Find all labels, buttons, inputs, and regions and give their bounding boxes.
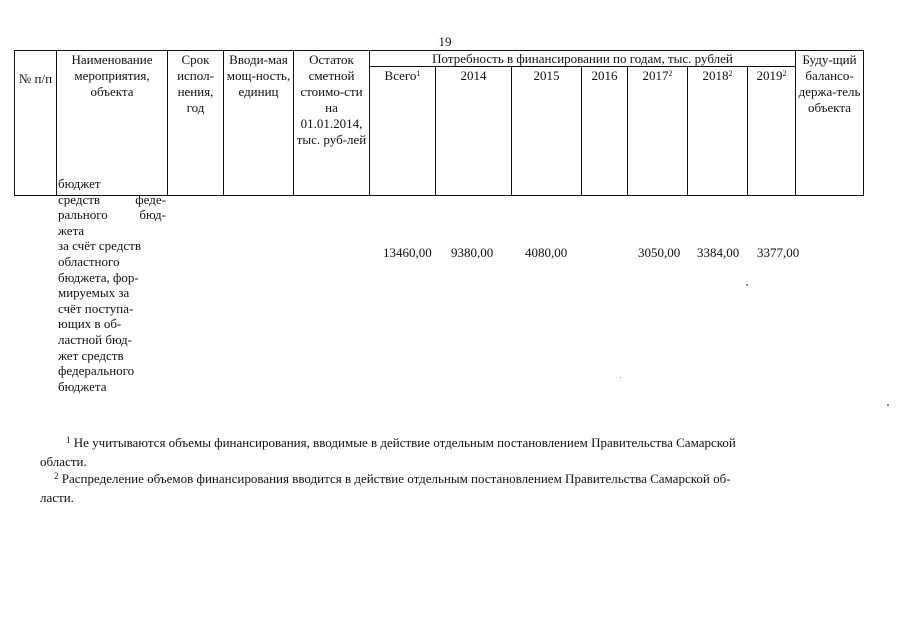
header-financing-group: Потребность в финансировании по годам, тыс. рублей <box>370 51 796 67</box>
header-holder: Буду-щий балансо-держа-тель объекта <box>796 51 864 196</box>
page-number: 19 <box>438 34 452 49</box>
scan-speck <box>746 284 748 286</box>
value-2018: 3384,00 <box>697 245 740 260</box>
footnote-ref-2: 2 <box>668 69 673 78</box>
description-line: областного <box>58 253 120 269</box>
description-line: рального бюд- <box>58 207 166 223</box>
description-line: жета <box>58 222 85 238</box>
description-line: бюджет <box>58 176 101 191</box>
description-line: за счёт средств <box>58 238 141 254</box>
header-number: № п/п <box>15 51 57 196</box>
value-2019: 3377,00 <box>757 245 800 260</box>
header-name: Наименование мероприятия, объекта <box>57 51 168 196</box>
scan-speck <box>620 377 621 378</box>
value-2014: 9380,00 <box>451 245 494 260</box>
value-total: 13460,00 <box>383 245 432 260</box>
footnote-2: $^2$ Распределение объемов финансирования вводится в действие отдельным постановлением Правительства Самарской об- ласти. <box>40 471 731 505</box>
description-line: федерального <box>58 363 135 379</box>
value-2017: 3050,00 <box>638 245 681 260</box>
footnote-ref-2: 2 <box>782 69 787 78</box>
description-line: жет средств <box>58 347 124 363</box>
value-2015: 4080,00 <box>525 245 568 260</box>
description-line: ющих в об- <box>58 316 122 332</box>
description-line: ластной бюд- <box>58 331 132 347</box>
header-year-2016: 2016 <box>582 67 628 196</box>
financing-table-header <box>14 50 864 196</box>
header-year-2014: 2014 <box>436 67 512 196</box>
description-line: средств феде- <box>58 191 166 207</box>
description-line: бюджета, фор- <box>58 269 139 285</box>
header-capacity: Вводи-мая мощ-ность, единиц <box>224 51 294 196</box>
footnote-1: $^1$ Не учитываются объемы финансирования, вводимые в действие отдельным постановлением Правительства Самарской области. <box>40 435 736 469</box>
header-remainder: Остаток сметной стоимо-сти на 01.01.2014, тыс. руб-лей <box>294 51 370 196</box>
description-line: мируемых за <box>58 285 130 301</box>
description-line: счёт поступа- <box>58 300 134 316</box>
header-term: Срок испол-нения, год <box>168 51 224 196</box>
row-description <box>58 176 166 394</box>
footnote-ref-2: 2 <box>728 69 733 78</box>
header-year-2018: 2018$^2$ <box>688 67 748 196</box>
header-year-2017: 2017$^2$ <box>628 67 688 196</box>
header-year-total: Всего$^1$ <box>370 67 436 196</box>
header-year-2019: 2019$^2$ <box>748 67 796 196</box>
description-line: бюджета <box>58 378 107 394</box>
footnote-ref-1: 1 <box>416 69 421 78</box>
scan-speck <box>887 404 889 406</box>
header-year-2015: 2015 <box>512 67 582 196</box>
